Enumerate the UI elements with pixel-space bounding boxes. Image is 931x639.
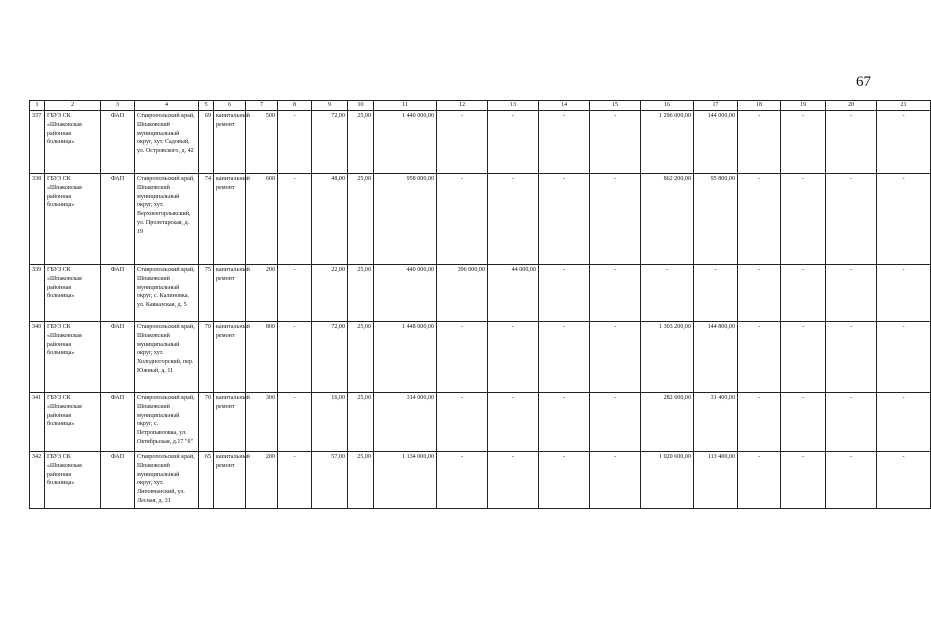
organization-cell: ГБУЗ СК «Шпаковская районная больница»: [45, 393, 101, 452]
amount-cell: 144 000,00: [694, 111, 738, 174]
work-type-cell: капитальный ремонт: [214, 174, 246, 265]
column-header: 20: [826, 101, 877, 111]
amount-cell: 282 600,00: [641, 393, 694, 452]
row-number-cell: 338: [30, 174, 45, 265]
table-cell: -: [826, 174, 877, 265]
table-cell: -: [781, 452, 826, 509]
amount-cell: -: [590, 265, 641, 322]
data-table: [29, 100, 931, 509]
table-cell: 800: [246, 322, 278, 393]
table-row: [30, 265, 931, 322]
amount-cell: -: [437, 174, 488, 265]
table-cell: -: [877, 174, 931, 265]
column-header: 15: [590, 101, 641, 111]
amount-cell: -: [488, 174, 539, 265]
table-cell: -: [826, 393, 877, 452]
table-cell: 74: [199, 174, 214, 265]
facility-type-cell: ФАП: [101, 322, 135, 393]
column-header: 1: [30, 101, 45, 111]
table-cell: 600: [246, 174, 278, 265]
header-row: [30, 101, 931, 111]
amount-cell: 31 400,00: [694, 393, 738, 452]
column-header: 2: [45, 101, 101, 111]
amount-cell: 314 000,00: [374, 393, 437, 452]
table-cell: -: [877, 322, 931, 393]
column-header: 13: [488, 101, 539, 111]
table-row: [30, 111, 931, 174]
amount-cell: -: [488, 322, 539, 393]
organization-cell: ГБУЗ СК «Шпаковская районная больница»: [45, 452, 101, 509]
column-header: 16: [641, 101, 694, 111]
organization-cell: ГБУЗ СК «Шпаковская районная больница»: [45, 322, 101, 393]
table-cell: -: [781, 174, 826, 265]
organization-cell: ГБУЗ СК «Шпаковская районная больница»: [45, 111, 101, 174]
table-cell: -: [278, 174, 312, 265]
table-cell: 72,00: [312, 322, 348, 393]
table-cell: 25,00: [348, 111, 374, 174]
amount-cell: -: [539, 265, 590, 322]
table-cell: -: [278, 322, 312, 393]
table-cell: -: [781, 265, 826, 322]
work-type-cell: капитальный ремонт: [214, 452, 246, 509]
table-cell: -: [877, 393, 931, 452]
address-cell: Ставропольский край, Шпаковский муниципальный округ, хут. Холодногорский, пер. Южный, д. 11: [135, 322, 199, 393]
table-cell: -: [781, 322, 826, 393]
column-header: 18: [738, 101, 781, 111]
table-cell: 69: [199, 111, 214, 174]
row-number-cell: 342: [30, 452, 45, 509]
column-header: 4: [135, 101, 199, 111]
table-row: [30, 322, 931, 393]
column-header: 5: [199, 101, 214, 111]
table-cell: -: [877, 452, 931, 509]
amount-cell: -: [641, 265, 694, 322]
table-cell: -: [826, 111, 877, 174]
row-number-cell: 337: [30, 111, 45, 174]
amount-cell: 1 296 000,00: [641, 111, 694, 174]
amount-cell: 958 000,00: [374, 174, 437, 265]
table-cell: 25,00: [348, 265, 374, 322]
amount-cell: 440 000,00: [374, 265, 437, 322]
table-row: [30, 174, 931, 265]
work-type-cell: капитальный ремонт: [214, 265, 246, 322]
facility-type-cell: ФАП: [101, 393, 135, 452]
table-cell: -: [826, 322, 877, 393]
table-row: [30, 452, 931, 509]
column-header: 11: [374, 101, 437, 111]
amount-cell: 144 800,00: [694, 322, 738, 393]
amount-cell: -: [437, 393, 488, 452]
organization-cell: ГБУЗ СК «Шпаковская районная больница»: [45, 265, 101, 322]
amount-cell: 1 020 600,00: [641, 452, 694, 509]
amount-cell: -: [694, 265, 738, 322]
table-cell: -: [738, 111, 781, 174]
column-header: 9: [312, 101, 348, 111]
amount-cell: 1 448 000,00: [374, 322, 437, 393]
amount-cell: -: [488, 111, 539, 174]
table-cell: 16,00: [312, 393, 348, 452]
amount-cell: 95 800,00: [694, 174, 738, 265]
amount-cell: 1 134 000,00: [374, 452, 437, 509]
table-cell: -: [877, 265, 931, 322]
table-cell: -: [278, 265, 312, 322]
table-cell: 48,00: [312, 174, 348, 265]
table-cell: 22,00: [312, 265, 348, 322]
address-cell: Ставропольский край, Шпаковский муниципальный округ, с. Калиновка, ул. Кавказская, д. 5: [135, 265, 199, 322]
table-cell: 25,00: [348, 452, 374, 509]
table-cell: -: [781, 393, 826, 452]
facility-type-cell: ФАП: [101, 111, 135, 174]
table-cell: -: [877, 111, 931, 174]
amount-cell: 862 200,00: [641, 174, 694, 265]
amount-cell: -: [437, 111, 488, 174]
row-number-cell: 340: [30, 322, 45, 393]
amount-cell: -: [590, 393, 641, 452]
table-cell: 25,00: [348, 174, 374, 265]
table-cell: -: [278, 393, 312, 452]
facility-type-cell: ФАП: [101, 452, 135, 509]
row-number-cell: 341: [30, 393, 45, 452]
amount-cell: 113 400,00: [694, 452, 738, 509]
table-cell: 65: [199, 452, 214, 509]
column-header: 10: [348, 101, 374, 111]
table-cell: 57,00: [312, 452, 348, 509]
table-cell: -: [826, 265, 877, 322]
column-header: 8: [278, 101, 312, 111]
address-cell: Ставропольский край, Шпаковский муниципальный округ, с. Петропавловка, ул. Октябрьская, д.17 "б": [135, 393, 199, 452]
amount-cell: 1 303 200,00: [641, 322, 694, 393]
table-cell: 72,00: [312, 111, 348, 174]
address-cell: Ставропольский край, Шпаковский муниципальный округ, хут. Верхнеегорлыкский, ул. Пролетарская, д. 19: [135, 174, 199, 265]
table-cell: -: [738, 452, 781, 509]
organization-cell: ГБУЗ СК «Шпаковская районная больница»: [45, 174, 101, 265]
column-header: 17: [694, 101, 738, 111]
table-cell: 200: [246, 452, 278, 509]
amount-cell: -: [590, 111, 641, 174]
column-header: 14: [539, 101, 590, 111]
amount-cell: -: [488, 393, 539, 452]
amount-cell: -: [539, 452, 590, 509]
table-cell: 70: [199, 393, 214, 452]
address-cell: Ставропольский край, Шпаковский муниципальный округ, хут. Липовчанский, ул. Лесная, д. 31: [135, 452, 199, 509]
amount-cell: -: [488, 452, 539, 509]
table-cell: -: [781, 111, 826, 174]
table-cell: 500: [246, 111, 278, 174]
work-type-cell: капитальный ремонт: [214, 111, 246, 174]
amount-cell: -: [590, 452, 641, 509]
work-type-cell: капитальный ремонт: [214, 393, 246, 452]
address-cell: Ставропольский край, Шпаковский муниципальный округ, хут. Садовый, ул. Островского, д. 42: [135, 111, 199, 174]
column-header: 6: [214, 101, 246, 111]
amount-cell: -: [539, 322, 590, 393]
amount-cell: -: [590, 322, 641, 393]
amount-cell: -: [539, 393, 590, 452]
table-row: [30, 393, 931, 452]
column-header: 19: [781, 101, 826, 111]
table-cell: -: [738, 265, 781, 322]
table-cell: 25,00: [348, 322, 374, 393]
amount-cell: -: [539, 111, 590, 174]
amount-cell: 1 440 000,00: [374, 111, 437, 174]
column-header: 12: [437, 101, 488, 111]
amount-cell: 396 000,00: [437, 265, 488, 322]
amount-cell: 44 000,00: [488, 265, 539, 322]
table-cell: 70: [199, 322, 214, 393]
column-header: 7: [246, 101, 278, 111]
amount-cell: -: [437, 322, 488, 393]
table-cell: -: [826, 452, 877, 509]
table-cell: -: [738, 174, 781, 265]
page-number: 67: [856, 74, 871, 90]
table-cell: 200: [246, 265, 278, 322]
amount-cell: -: [590, 174, 641, 265]
table-cell: -: [738, 393, 781, 452]
facility-type-cell: ФАП: [101, 174, 135, 265]
facility-type-cell: ФАП: [101, 265, 135, 322]
work-type-cell: капитальный ремонт: [214, 322, 246, 393]
row-number-cell: 339: [30, 265, 45, 322]
column-header: 3: [101, 101, 135, 111]
table-cell: 25,00: [348, 393, 374, 452]
table-cell: -: [738, 322, 781, 393]
table-cell: 300: [246, 393, 278, 452]
table-cell: -: [278, 111, 312, 174]
table-cell: 75: [199, 265, 214, 322]
amount-cell: -: [437, 452, 488, 509]
amount-cell: -: [539, 174, 590, 265]
column-header: 21: [877, 101, 931, 111]
table-cell: -: [278, 452, 312, 509]
